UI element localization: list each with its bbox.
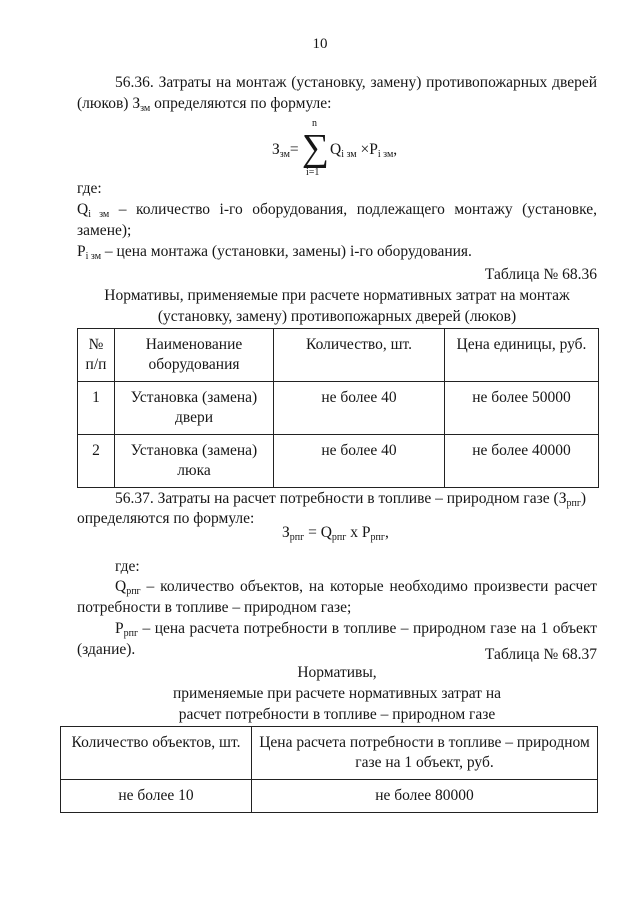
header-cell: № п/п [78,329,115,382]
header-cell: Цена расчета потребности в топливе – природном газе на 1 объект, руб. [252,727,598,780]
header-cell: Наименование оборудования [115,329,274,382]
table-cell: не более 80000 [252,780,598,813]
table-68-37 [60,726,598,813]
header-cell: Количество объектов, шт. [61,727,252,780]
definition-q-zm: $Q_{i зм}$ – количество i-го оборудования, подлежащего монтажу (установке, замене); [77,201,597,239]
table-header-row [61,727,598,780]
section-56-37-intro-2: определяются по формуле: [77,510,255,527]
where-label-1: где: [77,180,102,197]
table-cell: Установка (замена) люка [115,435,274,488]
table-68-37-caption: Нормативы, применяемые при расчете нормативных затрат на расчет потребности в топливе – природном газе [172,664,501,723]
formula-56-36: $З_{зм}=$ n ∑ i=1 $Q_{i зм} \times P_{i зм}$, [272,118,398,178]
table-cell: не более 40 [274,435,445,488]
table-row [78,382,599,435]
definition-p-zm: $P_{i зм}$ – цена монтажа (установки, замены) i-го оборудования. [77,243,472,262]
sum-sign: ∑ [302,127,330,169]
section-56-37-intro: 56.37. Затраты на расчет потребности в топливе – природном газе $(З_{рпг})$ [115,490,587,509]
header-cell: Цена единицы, руб. [445,329,599,382]
table-cell: 1 [78,382,115,435]
header-cell: Количество, шт. [274,329,445,382]
where-label-2: где: [115,558,140,575]
table-cell: не более 40000 [445,435,599,488]
formula-56-37: $З_{рпг} = Q_{рпг}$ x $P_{рпг}$, [282,524,389,543]
table-cell: 2 [78,435,115,488]
table-row [78,435,599,488]
table-68-37-label: Таблица № 68.37 [484,646,597,663]
definition-p-rpg: $P_{рпг}$ – цена расчета потребности в топливе – природном газе на 1 объект (здание). [77,620,597,658]
table-68-36-label: Таблица № 68.36 [484,266,597,283]
table-cell: не более 10 [61,780,252,813]
table-header-row [78,329,599,382]
section-56-36-intro: 56.36. Затраты на монтаж (установку, замену) противопожарных дверей (люков) $З_{зм}$ определяются по формуле: [77,74,597,114]
table-cell: Установка (замена) двери [115,382,274,435]
table-cell: не более 50000 [445,382,599,435]
table-cell: не более 40 [274,382,445,435]
table-68-36 [77,328,599,488]
definition-q-rpg: $Q_{рпг}$ – количество объектов, на которые необходимо произвести расчет потребности в топливе – природном газе; [77,578,597,616]
table-68-36-caption: Нормативы, применяемые при расчете нормативных затрат на монтаж (установку, замену) противопожарных дверей (люков) [104,287,570,325]
table-row [61,780,598,813]
page-number: 10 [312,36,328,52]
